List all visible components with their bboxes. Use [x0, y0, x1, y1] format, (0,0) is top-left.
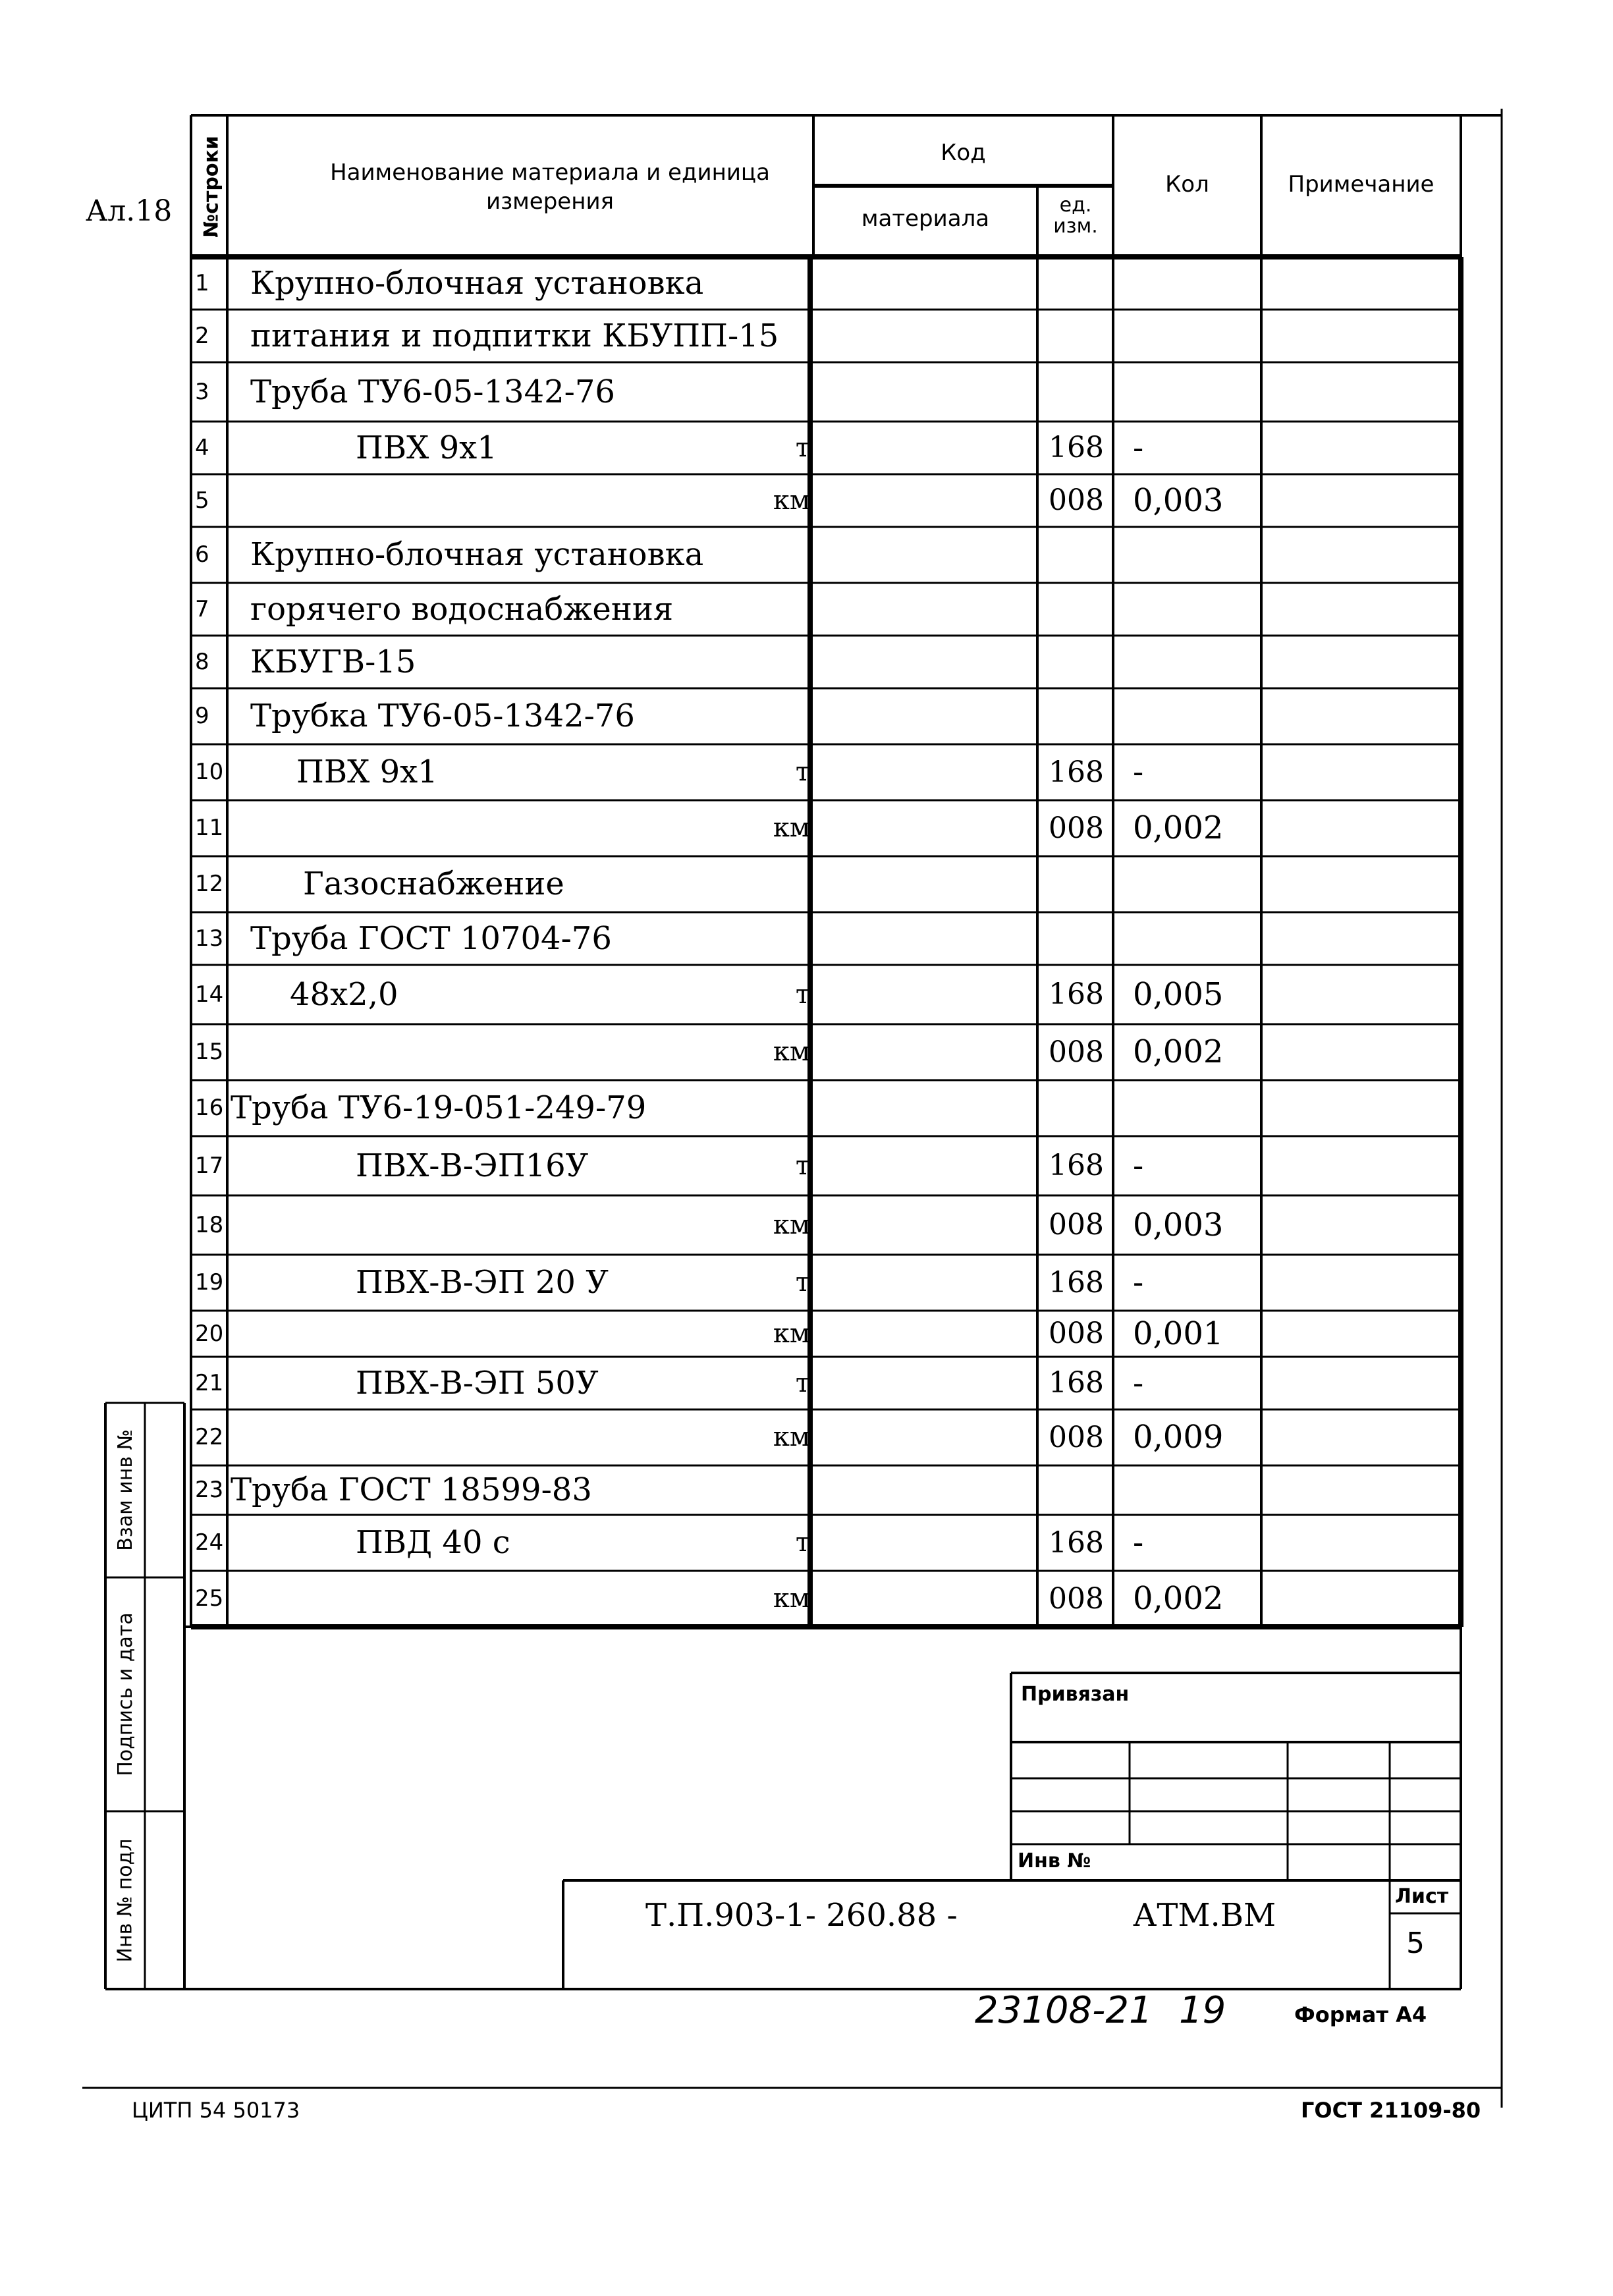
row-unit [731, 362, 810, 422]
row-unit [731, 912, 810, 965]
table-row [191, 1080, 1461, 1136]
stamp-privyazan: Привязан [1021, 1683, 1130, 1706]
doc-code: Т.П.903-1- 260.88 - [645, 1897, 958, 1934]
row-quantity: 0,002 [1133, 1580, 1224, 1617]
row-name: горячего водоснабжения [250, 591, 674, 628]
row-unit: т [795, 757, 810, 787]
table-row [191, 800, 1461, 856]
row-unit-code: 008 [1049, 811, 1104, 845]
row-unit: км [773, 813, 810, 843]
row-name: Трубка ТУ6-05-1342-76 [250, 697, 635, 734]
header-code-unit: ед. изм. [1053, 194, 1098, 238]
row-number: 25 [195, 1585, 224, 1612]
row-unit: т [795, 979, 810, 1010]
row-unit-code [1041, 527, 1112, 583]
table-row [191, 1515, 1461, 1571]
row-unit [731, 688, 810, 744]
table-row [191, 1311, 1461, 1357]
row-name: Крупно-блочная установка [250, 265, 704, 302]
sheet-list-number: 5 [1406, 1927, 1425, 1960]
row-unit: км [773, 485, 810, 516]
row-name: КБУГВ-15 [250, 643, 416, 680]
row-name [250, 1195, 764, 1255]
table-row [191, 1409, 1461, 1465]
row-quantity: - [1133, 1524, 1144, 1561]
table-row [191, 583, 1461, 636]
row-number: 10 [195, 759, 224, 785]
table-row [191, 688, 1461, 744]
row-name: 48х2,0 [290, 976, 398, 1013]
row-number: 23 [195, 1477, 224, 1503]
row-number: 19 [195, 1269, 224, 1296]
row-quantity [1133, 583, 1265, 636]
table-row [191, 856, 1461, 912]
row-unit: км [773, 1210, 810, 1240]
row-number: 17 [195, 1153, 224, 1179]
row-number: 18 [195, 1212, 224, 1238]
row-unit-code: 168 [1049, 1149, 1104, 1182]
row-unit: км [773, 1037, 810, 1067]
table-row [191, 1024, 1461, 1080]
row-unit [731, 527, 810, 583]
row-name: питания и подпитки КБУПП-15 [250, 317, 779, 354]
row-number: 16 [195, 1095, 224, 1121]
row-number: 12 [195, 871, 224, 897]
row-unit: т [795, 1368, 810, 1398]
row-unit-code [1041, 362, 1112, 422]
row-name [250, 474, 764, 527]
header-qty: Кол [1165, 171, 1209, 198]
row-number: 20 [195, 1321, 224, 1347]
stamp-inv-podl [105, 1811, 145, 1989]
row-unit-code: 168 [1049, 755, 1104, 789]
row-unit-code: 008 [1049, 1208, 1104, 1242]
row-unit: км [773, 1422, 810, 1452]
row-number: 1 [195, 270, 209, 296]
stamp-vzam [105, 1403, 145, 1577]
row-unit-code: 168 [1049, 977, 1104, 1011]
row-number: 14 [195, 981, 224, 1008]
header-name: Наименование материала и единица измерения [330, 159, 770, 215]
row-name [250, 800, 764, 856]
sheet-label: Ал.18 [86, 194, 173, 228]
row-number: 24 [195, 1529, 224, 1556]
row-unit-code [1041, 636, 1112, 688]
row-unit-code: 008 [1049, 1582, 1104, 1616]
row-name: Труба ГОСТ 10704-76 [250, 920, 612, 957]
table-row [191, 965, 1461, 1024]
header-note: Примечание [1288, 171, 1435, 198]
header-row-no: №строки [200, 136, 223, 238]
stamp-inv-podl-label: Инв № подл [113, 1838, 137, 1963]
row-quantity: 0,005 [1133, 976, 1224, 1013]
footer-left: ЦИТП 54 50173 [132, 2098, 300, 2123]
stamp-podpis-label: Подпись и дата [114, 1612, 137, 1776]
row-unit-code: 168 [1049, 431, 1104, 464]
table-row [191, 257, 1461, 310]
table-row [191, 1195, 1461, 1255]
row-unit [731, 310, 810, 362]
row-quantity [1133, 856, 1265, 912]
table-row [191, 474, 1461, 527]
sheet-list-label: Лист [1395, 1885, 1449, 1908]
row-unit [731, 1080, 810, 1136]
row-unit-code [1041, 257, 1112, 310]
row-quantity [1133, 912, 1265, 965]
table-row [191, 1571, 1461, 1627]
row-unit: т [795, 1151, 810, 1181]
row-quantity: 0,003 [1133, 1207, 1224, 1244]
row-number: 21 [195, 1370, 224, 1396]
table-row [191, 1357, 1461, 1409]
row-number: 22 [195, 1424, 224, 1450]
row-name: Газоснабжение [303, 865, 564, 902]
row-number: 4 [195, 435, 209, 461]
row-number: 3 [195, 379, 209, 405]
row-quantity: - [1133, 1264, 1144, 1301]
row-quantity: - [1133, 1147, 1144, 1184]
row-number: 13 [195, 925, 224, 952]
table-row [191, 1255, 1461, 1311]
row-unit: т [795, 433, 810, 463]
row-name: ПВХ-В-ЭП 20 У [356, 1264, 609, 1301]
stamp-podpis [105, 1577, 145, 1811]
footer-right: ГОСТ 21109-80 [1301, 2098, 1481, 2123]
row-unit-code: 168 [1049, 1266, 1104, 1299]
row-number: 6 [195, 541, 209, 568]
row-name [250, 1311, 764, 1357]
row-quantity [1133, 527, 1265, 583]
table-row [191, 1136, 1461, 1195]
row-quantity: 0,001 [1133, 1315, 1224, 1352]
row-name [250, 1571, 764, 1627]
table-row [191, 422, 1461, 474]
row-number: 2 [195, 323, 209, 349]
row-name: ПВХ 9х1 [296, 753, 438, 790]
row-unit-code: 168 [1049, 1526, 1104, 1560]
row-quantity [1133, 1080, 1265, 1136]
table-row [191, 744, 1461, 800]
handwritten-number-2: 19 [1179, 1989, 1226, 2032]
row-name: Крупно-блочная установка [250, 536, 704, 573]
header-rowno-cell [196, 117, 227, 256]
doc-suffix: АТМ.ВМ [1133, 1897, 1276, 1934]
row-quantity [1133, 362, 1265, 422]
row-unit-code: 008 [1049, 1421, 1104, 1454]
row-unit: т [795, 1527, 810, 1558]
row-number: 15 [195, 1039, 224, 1065]
row-quantity: 0,002 [1133, 809, 1224, 846]
row-unit [731, 257, 810, 310]
table-row [191, 1465, 1461, 1515]
row-unit-code: 008 [1049, 483, 1104, 517]
row-quantity: - [1133, 429, 1144, 466]
row-unit-code [1041, 1465, 1112, 1515]
row-unit-code: 008 [1049, 1317, 1104, 1350]
table-row [191, 527, 1461, 583]
row-name: Труба ТУ6-05-1342-76 [250, 373, 615, 410]
row-unit-code [1041, 1080, 1112, 1136]
row-unit: км [773, 1319, 810, 1349]
row-name [250, 1024, 764, 1080]
row-name: ПВХ-В-ЭП 50У [356, 1365, 599, 1402]
row-quantity [1133, 257, 1265, 310]
row-unit: км [773, 1583, 810, 1614]
row-unit-code [1041, 856, 1112, 912]
row-unit [731, 856, 810, 912]
handwritten-number: 23108-21 [975, 1989, 1153, 2032]
stamp-vzam-label: Взам инв № [114, 1429, 137, 1551]
table-row [191, 636, 1461, 688]
row-unit: т [795, 1267, 810, 1298]
header-code: Код [941, 140, 986, 166]
row-unit [731, 636, 810, 688]
format-label: Формат А4 [1294, 2002, 1427, 2027]
row-number: 8 [195, 649, 209, 675]
row-quantity [1133, 688, 1265, 744]
row-unit-code: 168 [1049, 1366, 1104, 1400]
header-code-material: материала [861, 205, 990, 232]
row-number: 7 [195, 596, 209, 622]
row-name: Труба ТУ6-19-051-249-79 [231, 1089, 647, 1126]
table-row [191, 912, 1461, 965]
row-quantity: 0,009 [1133, 1419, 1224, 1456]
row-quantity [1133, 1465, 1265, 1515]
row-unit [731, 1465, 810, 1515]
row-unit-code [1041, 583, 1112, 636]
row-name: ПВД 40 с [356, 1524, 510, 1561]
row-quantity: 0,002 [1133, 1033, 1224, 1070]
row-unit-code [1041, 310, 1112, 362]
row-name: Труба ГОСТ 18599-83 [231, 1471, 592, 1508]
row-name [250, 1409, 764, 1465]
row-quantity: - [1133, 753, 1144, 790]
row-unit-code: 008 [1049, 1035, 1104, 1069]
row-unit-code [1041, 912, 1112, 965]
row-number: 5 [195, 487, 209, 514]
row-unit [731, 583, 810, 636]
row-name: ПВХ-В-ЭП16У [356, 1147, 589, 1184]
row-quantity: - [1133, 1365, 1144, 1402]
row-number: 11 [195, 815, 224, 841]
stamp-inv-no: Инв № [1018, 1849, 1091, 1872]
table-row [191, 362, 1461, 422]
row-number: 9 [195, 703, 209, 729]
row-name: ПВХ 9х1 [356, 429, 497, 466]
table-row [191, 310, 1461, 362]
row-quantity [1133, 310, 1265, 362]
row-quantity: 0,003 [1133, 482, 1224, 519]
row-quantity [1133, 636, 1265, 688]
row-unit-code [1041, 688, 1112, 744]
